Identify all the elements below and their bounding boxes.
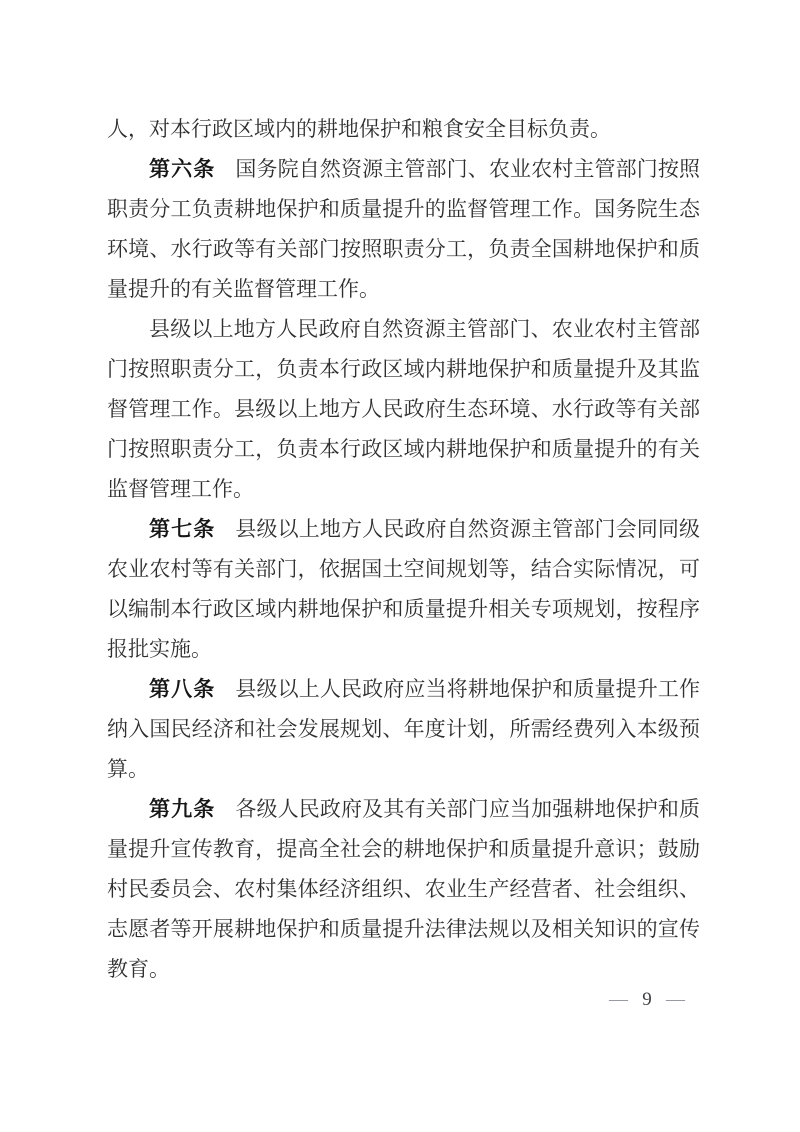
text-line (107, 349, 700, 389)
text-line (107, 189, 700, 229)
line-text: 村民委员会、农村集体经济组织、农业生产经营者、社会组织、 (107, 877, 700, 901)
line-text: 县级以上地方人民政府自然资源主管部门会同同级 (235, 517, 700, 541)
line-text: 监督管理工作。 (107, 477, 254, 501)
text-line (107, 909, 700, 949)
line-text: 以编制本行政区域内耕地保护和质量提升相关专项规划，按程序 (107, 597, 700, 621)
text-line (107, 749, 700, 789)
line-text: 报批实施。 (107, 637, 212, 661)
line-text: 量提升的有关监督管理工作。 (107, 277, 380, 301)
text-line (107, 629, 700, 669)
line-text: 人，对本行政区域内的耕地保护和粮食安全目标负责。 (107, 117, 611, 141)
line-text: 量提升宣传教育，提高全社会的耕地保护和质量提升意识；鼓励 (107, 837, 700, 861)
text-line (107, 549, 700, 589)
line-text: 算。 (107, 757, 149, 781)
text-line (107, 669, 700, 709)
line-text: 各级人民政府及其有关部门应当加强耕地保护和质 (235, 797, 700, 821)
line-text: 门按照职责分工，负责本行政区域内耕地保护和质量提升及其监 (107, 357, 700, 381)
page-number-value: 9 (642, 989, 652, 1010)
page-number-right-dash: — (666, 989, 685, 1010)
text-line (107, 389, 700, 429)
document-body (107, 109, 700, 989)
text-line (107, 109, 700, 149)
article-number-label: 第七条 (149, 518, 216, 541)
text-line (107, 869, 700, 909)
text-line (107, 269, 700, 309)
line-text: 志愿者等开展耕地保护和质量提升法律法规以及相关知识的宣传 (107, 917, 700, 941)
line-text: 县级以上人民政府应当将耕地保护和质量提升工作 (235, 677, 700, 701)
line-text: 农业农村等有关部门，依据国土空间规划等，结合实际情况，可 (107, 557, 700, 581)
line-text: 环境、水行政等有关部门按照职责分工，负责全国耕地保护和质 (107, 237, 700, 261)
text-line (107, 469, 700, 509)
text-line (107, 509, 700, 549)
text-line (107, 589, 700, 629)
text-line (107, 229, 700, 269)
text-line (107, 789, 700, 829)
line-text: 国务院自然资源主管部门、农业农村主管部门按照 (235, 157, 700, 181)
text-line (107, 829, 700, 869)
line-text: 教育。 (107, 957, 170, 981)
line-text: 职责分工负责耕地保护和质量提升的监督管理工作。国务院生态 (107, 197, 700, 221)
line-text: 县级以上地方人民政府自然资源主管部门、农业农村主管部 (149, 317, 700, 341)
article-number-label: 第六条 (149, 158, 216, 181)
text-line (107, 149, 700, 189)
text-line (107, 949, 700, 989)
line-text: 纳入国民经济和社会发展规划、年度计划，所需经费列入本级预 (107, 717, 700, 741)
text-line (107, 309, 700, 349)
page-number-left-dash: — (609, 989, 628, 1010)
line-text: 督管理工作。县级以上地方人民政府生态环境、水行政等有关部 (107, 397, 700, 421)
page-number (609, 989, 685, 1011)
article-number-label: 第九条 (149, 798, 216, 821)
text-line (107, 709, 700, 749)
text-line (107, 429, 700, 469)
line-text: 门按照职责分工，负责本行政区域内耕地保护和质量提升的有关 (107, 437, 700, 461)
article-number-label: 第八条 (149, 678, 216, 701)
